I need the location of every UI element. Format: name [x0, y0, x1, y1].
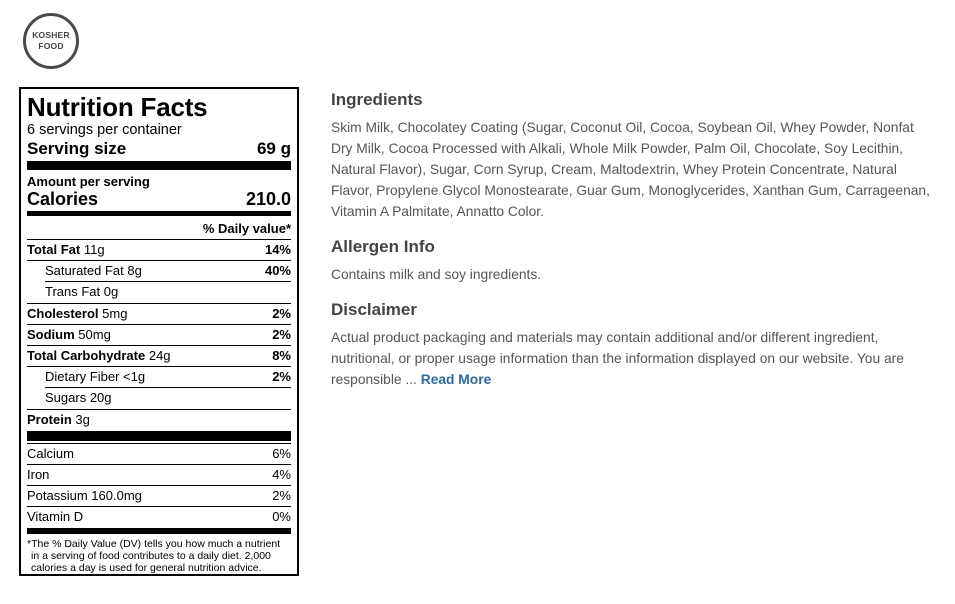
nutrient-row-total-carbohydrate: Total Carbohydrate 24g 8% [27, 346, 291, 367]
product-info [331, 89, 936, 404]
allergen-heading: Allergen Info [331, 237, 435, 256]
calories-label: Calories [27, 189, 99, 209]
daily-value-footnote: *The % Daily Value (DV) tells you how much a nutrient in a serving of food contributes to a daily diet. 2,000 calories a day is used for general nutrition advice. [27, 538, 281, 574]
nutrient-row-sugars: Sugars 20g [45, 390, 112, 405]
serving-size [27, 139, 291, 159]
serving-size-label: Serving size [27, 139, 127, 158]
nutrient-row-protein: Protein 3g [27, 412, 90, 427]
vitamin-row-potassium: Potassium 160.0mg 2% [27, 486, 291, 507]
disclaimer-text: Actual product packaging and materials may contain additional and/or different ingredient, nutritional, or proper usage information than the information displayed on our website. You are responsible ... Read More [331, 330, 904, 387]
nutrient-row-dietary-fiber: Dietary Fiber <1g 2% [45, 367, 291, 388]
vitamin-row-vitamin-d: Vitamin D 0% [27, 509, 291, 524]
disclaimer-section [331, 299, 936, 390]
badge-line-2: FOOD [38, 41, 64, 51]
vitamin-row-iron: Iron 4% [27, 465, 291, 486]
disclaimer-heading: Disclaimer [331, 300, 417, 319]
vitamin-row-calcium: Calcium 6% [27, 444, 291, 465]
divider-thick [27, 431, 291, 441]
nutrition-facts-label [19, 87, 299, 576]
kosher-badge [23, 13, 79, 69]
ingredients-heading: Ingredients [331, 90, 423, 109]
amount-per-serving: Amount per serving [27, 174, 150, 189]
calories-value: 210.0 [245, 189, 291, 209]
allergen-text: Contains milk and soy ingredients. [331, 267, 542, 282]
read-more-link[interactable]: Read More [420, 372, 492, 387]
daily-value-header: % Daily value* [27, 216, 291, 240]
nutrient-row-saturated-fat: Saturated Fat 8g 40% [45, 261, 291, 282]
nutrient-row-cholesterol: Cholesterol 5mg 2% [27, 304, 291, 325]
ingredients-text: Skim Milk, Chocolatey Coating (Sugar, Coconut Oil, Cocoa, Soybean Oil, Whey Powder, Nonfat Dry Milk, Cocoa Processed with Alkali, Whole Milk Powder, Palm Oil, Chocolate, Soy Lecithin, Natural Flavor), Sugar, Corn Syrup, Cream, Maltodextrin, Whey Protein Concentrate, Natural Flavor, Propylene Glycol Monostearate, Guar Gum, Monoglycerides, Xanthan Gum, Carrageenan, Vitamin A Palmitate, Annatto Color. [331, 120, 930, 219]
ingredients-section [331, 89, 936, 222]
nutrient-row-total-fat: Total Fat 11g 14% [27, 240, 291, 261]
nutrient-row-sodium: Sodium 50mg 2% [27, 325, 291, 346]
servings-per-container: 6 servings per container [27, 122, 182, 138]
nutrient-row-trans-fat: Trans Fat 0g [45, 284, 119, 299]
nutrition-title: Nutrition Facts [27, 92, 208, 122]
allergen-section [331, 236, 936, 285]
serving-size-value: 69 g [256, 139, 291, 158]
badge-line-1: KOSHER [32, 30, 70, 40]
calories [27, 189, 291, 209]
divider-thick [27, 161, 291, 170]
